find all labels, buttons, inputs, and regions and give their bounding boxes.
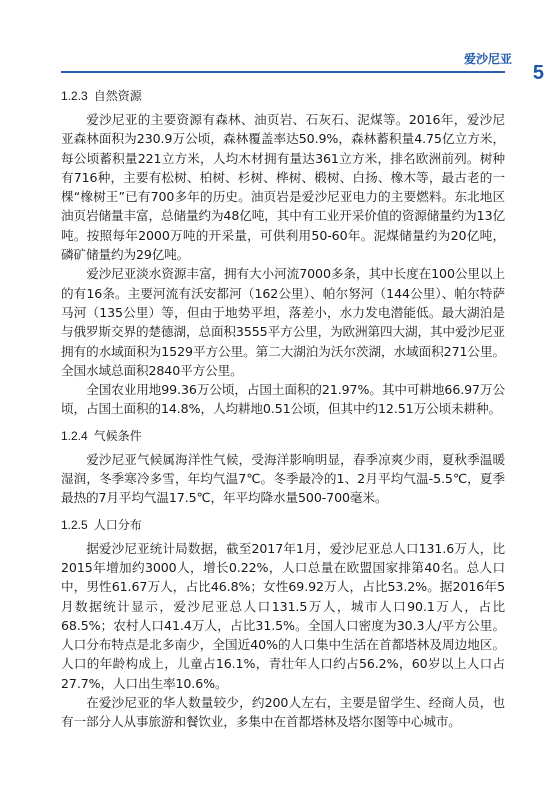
paragraph: 据爱沙尼亚统计局数据，截至2017年1月，爱沙尼亚总人口131.6万人，比2015年增加约3000人，增长0.22%，人口总量在欧盟国家排第40名。总人口中，男性61.67万人，占比46.8%；女性69.92万人，占比53.2%。据2016年5月数据统计显示，爱沙尼亚总人口131.5万人，城市人口90.1万人，占比68.5%；农村人口41.4万人，占比31.5%。全国人口密度为30.3人/平方公里。人口分布特点是北多南少，全国近40%的人口集中生活在首都塔林及周边地区。人口的年龄构成上，儿童占16.1%，青壮年人口约占56.2%，60岁以上人口占27.7%，人口出生率10.6%。 <box>61 540 505 691</box>
section-number: 1.2.4 <box>61 428 88 443</box>
header-title: 爱沙尼亚 <box>463 52 512 66</box>
paragraph: 爱沙尼亚气候属海洋性气候，受海洋影响明显，春季凉爽少雨，夏秋季温暖湿润，冬季寒冷多雪，年均气温7℃。冬季最冷的1、2月平均气温-5.5℃，夏季最热的7月平均气温17.5℃，年平均降水量500-700毫米。 <box>61 451 505 506</box>
section-title: 气候条件 <box>93 428 142 443</box>
paragraph: 在爱沙尼亚的华人数量较少，约200人左右，主要是留学生、经商人员，也有一部分人从事旅游和餐饮业，多集中在首都塔林及塔尔图等中心城市。 <box>61 695 505 730</box>
section-number: 1.2.3 <box>61 89 88 103</box>
section-heading-climate <box>61 428 505 444</box>
paragraph: 爱沙尼亚的主要资源有森林、油页岩、石灰石、泥煤等。2016年，爱沙尼亚森林面积为230.9万公顷，森林覆盖率达50.9%，森林蓄积量4.75亿立方米，每公顷蓄积量221立方米，人均木材拥有量达361立方米，排名欧洲前列。树种有716种，主要有松树、柏树、杉树、桦树、椴树、白扬、橡木等，最古老的一棵“橡树王”已有700多年的历史。油页岩是爱沙尼亚电力的主要燃料。东北地区油页岩储量丰富，总储量约为48亿吨，其中有工业开采价值的资源储量约为13亿吨。按照每年2000万吨的开采量，可供利用50-60年。泥煤储量约为20亿吨，磷矿储量约为29亿吨。 <box>61 112 505 263</box>
section-number: 1.2.5 <box>61 517 88 532</box>
paragraph: 爱沙尼亚淡水资源丰富，拥有大小河流7000多条，其中长度在100公里以上的有16条。主要河流有沃安都河（162公里）、帕尔努河（144公里）、帕尔特萨马河（135公里）等，但由于地势平坦，落差小，水力发电潜能低。最大湖泊是与俄罗斯交界的楚德湖，总面积3555平方公里，为欧洲第四大湖，其中爱沙尼亚拥有的水域面积为1529平方公里。第二大湖泊为沃尔茨湖，水域面积271公里。全国水域总面积2840平方公里。 <box>61 266 505 378</box>
paragraph: 全国农业用地99.36万公顷，占国土面积的21.97%。其中可耕地66.97万公顷，占国土面积的14.8%，人均耕地0.51公顷，但其中约12.51万公顷未耕种。 <box>61 382 505 417</box>
section-heading-population <box>61 517 505 533</box>
section-heading-natural-resources <box>61 88 505 104</box>
section-title: 自然资源 <box>93 89 142 103</box>
page-content <box>61 88 505 732</box>
page-number: 5 <box>532 62 544 84</box>
header-rule <box>61 71 505 73</box>
section-title: 人口分布 <box>93 517 142 532</box>
